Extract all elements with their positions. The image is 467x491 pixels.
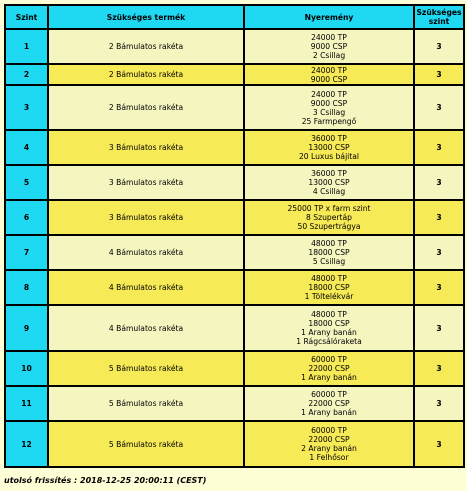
product-cell: 3 Bámulatos rakéta [48,130,244,165]
reward-line: 18000 CSP [308,283,350,292]
reward-line: 4 Csillag [312,187,346,196]
reward-cell [244,165,414,200]
reward-line: 24000 TP [311,33,347,42]
level-cell: 4 [5,130,48,165]
level-cell: 8 [5,270,48,305]
product-cell: 2 Bámulatos rakéta [48,29,244,64]
level-cell: 6 [5,200,48,235]
level-cell: 7 [5,235,48,270]
reward-cell [244,386,414,421]
rewards-table [4,4,465,468]
product-cell: 2 Bámulatos rakéta [48,85,244,130]
product-cell: 5 Bámulatos rakéta [48,351,244,386]
reward-line: 20 Luxus bájital [298,152,360,161]
reward-line: 1 Rágcsálóraketa [296,337,362,346]
reward-cell [244,29,414,64]
reward-line: 13000 CSP [308,178,350,187]
reward-line: 48000 TP [311,239,347,248]
table-row [5,64,464,85]
table-row [5,270,464,305]
required-level-cell: 3 [414,351,464,386]
required-level-cell: 3 [414,29,464,64]
header-required-line1: Szükséges [416,8,462,17]
reward-line: 24000 TP [311,89,347,99]
reward-cell [244,270,414,305]
product-cell: 4 Bámulatos rakéta [48,270,244,305]
header-level: Szint [5,5,48,29]
table-row [5,200,464,235]
level-cell: 1 [5,29,48,64]
table-body [5,29,464,467]
table-row [5,235,464,270]
header-required [414,5,464,29]
level-cell: 10 [5,351,48,386]
reward-line: 1 Arany banán [301,373,357,382]
required-level-cell: 3 [414,270,464,305]
reward-cell [244,85,414,130]
table-row [5,165,464,200]
header-required-line2: szint [428,17,450,26]
reward-cell [244,351,414,386]
table-row [5,421,464,467]
last-updated: utolsó frissítés : 2018-12-25 20:00:11 (CEST) [4,476,207,485]
header-product: Szükséges termék [48,5,244,29]
reward-line: 22000 CSP [308,364,350,373]
reward-line: 36000 TP [311,134,347,143]
level-cell: 5 [5,165,48,200]
required-level-cell: 3 [414,64,464,85]
reward-line: 18000 CSP [308,319,350,328]
required-level-cell: 3 [414,421,464,467]
reward-line: 9000 CSP [310,42,348,51]
table-row [5,29,464,64]
level-cell: 3 [5,85,48,130]
required-level-cell: 3 [414,130,464,165]
table-header-row [5,5,464,29]
reward-line: 1 Arany banán [301,328,357,337]
level-cell: 9 [5,305,48,351]
reward-line: 48000 TP [311,274,347,283]
reward-line: 60000 TP [311,390,347,399]
reward-line: 9000 CSP [310,98,348,108]
product-cell: 5 Bámulatos rakéta [48,421,244,467]
reward-line: 36000 TP [311,169,347,178]
level-cell: 12 [5,421,48,467]
reward-line: 1 Arany banán [301,408,357,417]
reward-cell [244,64,414,85]
reward-line: 60000 TP [311,355,347,364]
level-cell: 11 [5,386,48,421]
reward-line: 5 Csillag [312,257,346,266]
table-row [5,85,464,130]
reward-line: 18000 CSP [308,248,350,257]
reward-cell [244,200,414,235]
level-cell: 2 [5,64,48,85]
reward-line: 48000 TP [311,310,347,319]
reward-cell [244,130,414,165]
reward-line: 8 Szupertáp [306,213,352,222]
header-reward: Nyeremény [244,5,414,29]
product-cell: 2 Bámulatos rakéta [48,64,244,85]
reward-cell [244,421,414,467]
required-level-cell: 3 [414,305,464,351]
table-row [5,305,464,351]
product-cell: 4 Bámulatos rakéta [48,235,244,270]
required-level-cell: 3 [414,200,464,235]
required-level-cell: 3 [414,85,464,130]
reward-line: 2 Arany banán [301,444,357,453]
product-cell: 3 Bámulatos rakéta [48,165,244,200]
table-row [5,386,464,421]
reward-line: 2 Csillag [312,51,346,60]
reward-line: 22000 CSP [308,435,350,444]
reward-line: 24000 TP [311,65,347,75]
table-row [5,351,464,386]
table-row [5,130,464,165]
reward-line: 50 Szupertrágya [297,222,361,231]
reward-line: 22000 CSP [308,399,350,408]
reward-line: 9000 CSP [310,74,348,84]
required-level-cell: 3 [414,235,464,270]
product-cell: 4 Bámulatos rakéta [48,305,244,351]
required-level-cell: 3 [414,386,464,421]
reward-line: 3 Csillag [312,107,346,117]
reward-line: 13000 CSP [308,143,350,152]
reward-line: 1 Felhősor [309,453,349,462]
reward-line: 60000 TP [311,426,347,435]
product-cell: 5 Bámulatos rakéta [48,386,244,421]
reward-line: 25 Farmpengő [301,116,357,126]
reward-line: 25000 TP x farm szint [287,204,371,213]
reward-line: 1 Töltelékvár [304,292,354,301]
reward-cell [244,235,414,270]
rewards-table-container [4,4,463,468]
required-level-cell: 3 [414,165,464,200]
product-cell: 3 Bámulatos rakéta [48,200,244,235]
reward-cell [244,305,414,351]
